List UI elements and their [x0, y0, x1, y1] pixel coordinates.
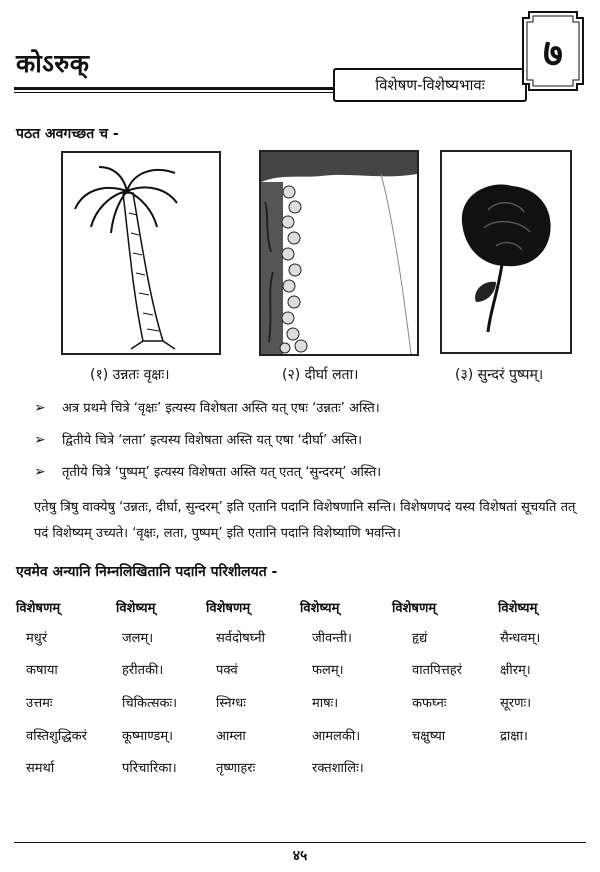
- column-header-adjective: विशेषणम्: [16, 601, 61, 616]
- noun-word: चिकित्सकः।: [122, 696, 178, 711]
- adjective-word: हृद्यं: [412, 631, 428, 646]
- noun-word: सूरणः।: [500, 696, 532, 711]
- noun-word: द्राक्षा।: [500, 729, 528, 744]
- noun-word: जलम्।: [122, 631, 154, 646]
- noun-word: सैन्धवम्।: [500, 631, 541, 646]
- arrow-bullet-icon: ➢: [34, 464, 46, 480]
- noun-word: माषः।: [312, 696, 339, 711]
- noun-word: कूष्माण्डम्।: [122, 729, 174, 744]
- adjective-word: वातपित्तहरं: [412, 663, 462, 678]
- column-header-noun: विशेष्यम्: [498, 601, 538, 616]
- rose-image: [440, 150, 572, 354]
- picture-caption: (२) दीर्घा लता।: [282, 367, 359, 383]
- arrow-bullet-icon: ➢: [34, 400, 46, 416]
- noun-word: फलम्।: [312, 663, 344, 678]
- footer-rule: [14, 842, 586, 843]
- noun-word: जीवन्ती।: [312, 631, 352, 646]
- list-heading: एवमेव अन्यानि निम्नलिखितानि पदानि परिशीलयत -: [16, 564, 278, 580]
- explanation-bullet: [34, 398, 380, 416]
- palm-tree-image: [61, 151, 221, 355]
- noun-word: क्षीरम्।: [500, 663, 531, 678]
- adjective-word: उत्तमः: [26, 696, 53, 711]
- adjective-word: कफघ्नः: [412, 696, 447, 711]
- chapter-subtitle: विशेषण-विशेष्यभावः: [333, 68, 527, 102]
- adjective-word: पक्वं: [216, 663, 238, 678]
- section-heading: पठत अवगच्छत च -: [16, 126, 119, 142]
- column-header-adjective: विशेषणम्: [206, 601, 251, 616]
- picture-caption: (१) उन्नतः वृक्षः।: [90, 367, 170, 383]
- adjective-word: समर्था: [26, 761, 55, 776]
- picture-caption: (३) सुन्दरं पुष्पम्।: [455, 367, 544, 383]
- adjective-word: आम्ला: [216, 729, 246, 744]
- explanation-bullet: [34, 462, 381, 480]
- arrow-bullet-icon: ➢: [34, 432, 46, 448]
- header-rule: [14, 87, 334, 90]
- explanation-bullet: [34, 430, 362, 448]
- chapter-title: कोऽरुक्: [16, 49, 90, 78]
- column-header-adjective: विशेषणम्: [392, 601, 437, 616]
- palm-tree-icon: [63, 153, 219, 353]
- adjective-word: वस्तिशुद्धिकरं: [26, 729, 87, 744]
- adjective-word: तृष्णाहरः: [216, 761, 256, 776]
- chapter-number: ७: [543, 31, 563, 75]
- header-rule-thin: [14, 92, 334, 93]
- adjective-word: सर्वदोषघ्नी: [216, 631, 265, 646]
- adjective-word: कषाया: [26, 663, 58, 678]
- vine-on-tree-image: [259, 150, 419, 356]
- vine-on-tree-icon: [261, 152, 417, 354]
- noun-word: हरीतकी।: [122, 663, 164, 678]
- bullet-text: द्वितीये चित्रे ‘लता’ इत्यस्य विशेषता अस्ति यत् एषा ‘दीर्घा’ अस्ति।: [62, 433, 363, 448]
- column-header-noun: विशेष्यम्: [300, 601, 340, 616]
- page-number: ४५: [292, 848, 308, 864]
- adjective-word: चक्षुष्या: [412, 729, 446, 744]
- adjective-word: मधुरं: [26, 631, 48, 646]
- summary-paragraph: एतेषु त्रिषु वाक्येषु ‘उन्नतः, दीर्घा, सुन्दरम्’ इति एतानि पदानि विशेषणानि सन्ति। विशेषणपदं यस्य विशेषतां सूचयति तत् पदं विशेष्यम् उच्यते। ‘वृक्षः, लता, पुष्पम्’ इति एतानि पदानि विशेष्याणि भवन्ति।: [34, 500, 576, 541]
- adjective-word: स्निग्धः: [216, 696, 246, 711]
- noun-word: रक्तशालिः।: [312, 761, 364, 776]
- column-header-noun: विशेष्यम्: [116, 601, 156, 616]
- bullet-text: अत्र प्रथमे चित्रे ‘वृक्षः’ इत्यस्य विशेषता अस्ति यत् एषः ‘उन्नतः’ अस्ति।: [62, 401, 380, 416]
- noun-word: आमलकी।: [312, 729, 361, 744]
- rose-icon: [442, 152, 570, 352]
- bullet-text: तृतीये चित्रे ‘पुष्पम्’ इत्यस्य विशेषता अस्ति यत् एतत् ‘सुन्दरम्’ अस्ति।: [62, 465, 382, 480]
- noun-word: परिचारिका।: [122, 761, 177, 776]
